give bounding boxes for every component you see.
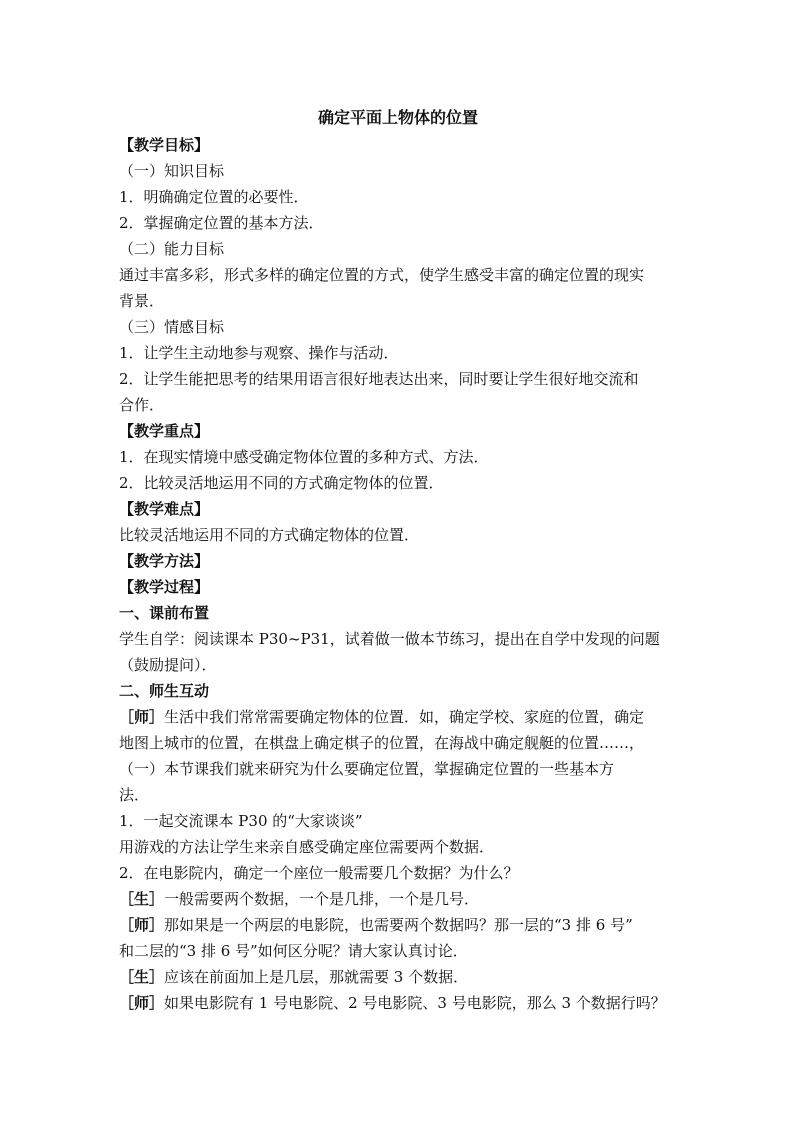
teacher-line-7 xyxy=(119,990,677,1016)
teacher-text: 生活中我们常常需要确定物体的位置．如，确定学校、家庭的位置，确定 xyxy=(164,708,645,726)
student-line-2 xyxy=(119,964,677,990)
teacher-text: 如果电影院有 1 号电影院、2 号电影院、3 号电影院，那么 3 个数据行吗？ xyxy=(164,994,666,1012)
student-text: 一般需要两个数据，一个是几排，一个是几号． xyxy=(164,890,480,908)
activity-item-2: 2．在电影院内，确定一个座位一般需要几个数据？为什么？ xyxy=(119,864,519,882)
teacher-line-5 xyxy=(119,912,677,938)
ability-heading: （二）能力目标 xyxy=(119,240,225,258)
activity-item-1-text: 用游戏的方法让学生来亲自感受确定座位需要两个数据． xyxy=(119,838,495,856)
student-text: 应该在前面加上是几层，那就需要 3 个数据． xyxy=(164,968,469,986)
difficulty-heading: 【教学难点】 xyxy=(119,500,210,518)
activity-item-1: 1．一起交流课本 P30 的“大家谈谈” xyxy=(119,812,363,830)
teacher-line-4: 法． xyxy=(119,786,150,804)
knowledge-item-2: 2．掌握确定位置的基本方法． xyxy=(119,214,324,232)
knowledge-item-1: 1．明确确定位置的必要性． xyxy=(119,188,309,206)
section-1-heading: 一、课前布置 xyxy=(119,604,210,622)
teacher-line-1 xyxy=(119,704,677,730)
key-point-1: 1．在现实情境中感受确定物体位置的多种方式、方法． xyxy=(119,448,489,466)
document-page xyxy=(119,104,677,1016)
objectives-heading: 【教学目标】 xyxy=(119,136,210,154)
knowledge-heading: （一）知识目标 xyxy=(119,162,225,180)
key-point-2: 2．比较灵活地运用不同的方式确定物体的位置． xyxy=(119,474,444,492)
teacher-role-label: ［师］ xyxy=(119,916,165,934)
student-role-label: ［生］ xyxy=(119,890,165,908)
section-2-heading: 二、师生互动 xyxy=(119,682,210,700)
student-role-label: ［生］ xyxy=(119,968,165,986)
method-heading: 【教学方法】 xyxy=(119,552,210,570)
emotion-item-1: 1．让学生主动地参与观察、操作与活动． xyxy=(119,344,399,362)
teacher-line-6: 和二层的“3 排 6 号”如何区分呢？请大家认真讨论． xyxy=(119,942,468,960)
ability-text-line-2: 背景． xyxy=(119,292,165,310)
teacher-role-label: ［师］ xyxy=(119,708,165,726)
section-1-text-line-2: （鼓励提问）． xyxy=(119,656,217,674)
emotion-item-2-line-1: 2．让学生能把思考的结果用语言很好地表达出来，同时要让学生很好地交流和 xyxy=(119,370,639,388)
key-points-heading: 【教学重点】 xyxy=(119,422,210,440)
teacher-line-2: 地图上城市的位置，在棋盘上确定棋子的位置，在海战中确定舰艇的位置……， xyxy=(119,734,645,752)
difficulty-text: 比较灵活地运用不同的方式确定物体的位置． xyxy=(119,526,420,544)
process-heading: 【教学过程】 xyxy=(119,578,210,596)
teacher-line-3: （一）本节课我们就来研究为什么要确定位置，掌握确定位置的一些基本方 xyxy=(119,760,615,778)
ability-text-line-1: 通过丰富多彩，形式多样的确定位置的方式，使学生感受丰富的确定位置的现实 xyxy=(119,266,645,284)
teacher-role-label: ［师］ xyxy=(119,994,165,1012)
emotion-heading: （三）情感目标 xyxy=(119,318,225,336)
document-title: 确定平面上物体的位置 xyxy=(317,108,478,127)
student-line-1 xyxy=(119,886,677,912)
teacher-text: 那如果是一个两层的电影院，也需要两个数据吗？那一层的“3 排 6 号” xyxy=(164,916,633,934)
emotion-item-2-line-2: 合作． xyxy=(119,396,165,414)
section-1-text-line-1: 学生自学：阅读课本 P30~P31，试着做一做本节练习，提出在自学中发现的问题 xyxy=(119,630,660,648)
